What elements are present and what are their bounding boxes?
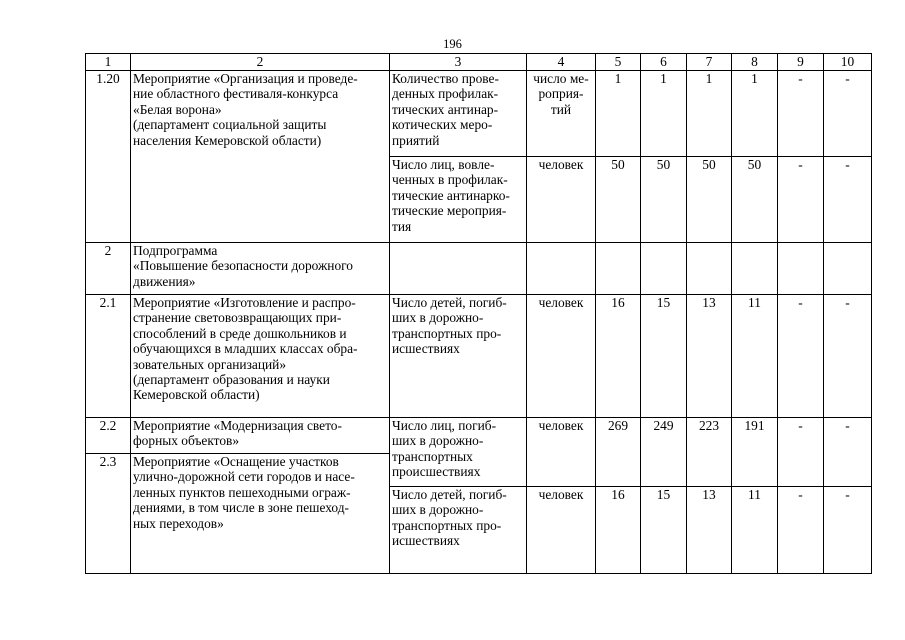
value-9: - (778, 487, 824, 574)
value-8: 50 (732, 157, 778, 243)
unit: человек (527, 157, 596, 243)
value-8: 11 (732, 295, 778, 418)
value-7: 223 (687, 418, 732, 487)
value-10: - (824, 157, 872, 243)
value-7: 1 (687, 71, 732, 157)
indicator-table (85, 53, 872, 574)
event-name: Мероприятие «Модернизация свето- форных объектов» (131, 418, 390, 454)
value-9: - (778, 71, 824, 157)
row-number: 2.3 (86, 454, 131, 574)
header-row (86, 54, 872, 71)
indicator-name: Число лиц, погиб- ших в дорожно- транспортных происшествиях (390, 418, 527, 487)
row-number: 2.1 (86, 295, 131, 418)
value-8: 191 (732, 418, 778, 487)
value-6: 15 (641, 487, 687, 574)
indicator-name: Количество прове- денных профилак- тических антинар- котических меро- приятий (390, 71, 527, 157)
value-5: 50 (596, 157, 641, 243)
col-header-4: 4 (527, 54, 596, 71)
value-7: 50 (687, 157, 732, 243)
col-header-7: 7 (687, 54, 732, 71)
col-header-6: 6 (641, 54, 687, 71)
col-header-5: 5 (596, 54, 641, 71)
value-10: - (824, 71, 872, 157)
value-6: 1 (641, 71, 687, 157)
indicator-name: Число детей, погиб- ших в дорожно- транспортных про- исшествиях (390, 487, 527, 574)
row-number: 2.2 (86, 418, 131, 454)
table-row (86, 295, 872, 418)
col-header-9: 9 (778, 54, 824, 71)
value-10: - (824, 418, 872, 487)
table-row (86, 243, 872, 295)
value-8: 11 (732, 487, 778, 574)
value-9: - (778, 418, 824, 487)
value-7: 13 (687, 295, 732, 418)
col-header-2: 2 (131, 54, 390, 71)
col-header-1: 1 (86, 54, 131, 71)
event-name: Мероприятие «Оснащение участков улично-дорожной сети городов и насе- ленных пунктов пешеходными ограж- дениями, в том числе в зоне пешеход- ных переходов» (131, 454, 390, 574)
page-number: 196 (443, 37, 462, 51)
value-5: 16 (596, 295, 641, 418)
indicator-name: Число лиц, вовле- ченных в профилак- тические антинарко- тические мероприя- тия (390, 157, 527, 243)
col-header-10: 10 (824, 54, 872, 71)
value-5: 1 (596, 71, 641, 157)
value-6: 50 (641, 157, 687, 243)
value-5: 16 (596, 487, 641, 574)
value-10: - (824, 487, 872, 574)
unit: человек (527, 418, 596, 487)
value-10: - (824, 295, 872, 418)
value-5: 269 (596, 418, 641, 487)
value-9: - (778, 295, 824, 418)
table-row (86, 71, 872, 157)
subprogram-name: Подпрограмма «Повышение безопасности дорожного движения» (131, 243, 390, 295)
col-header-8: 8 (732, 54, 778, 71)
col-header-3: 3 (390, 54, 527, 71)
value-6: 249 (641, 418, 687, 487)
value-9: - (778, 157, 824, 243)
value-7: 13 (687, 487, 732, 574)
indicator-name: Число детей, погиб- ших в дорожно- транспортных про- исшествиях (390, 295, 527, 418)
event-name: Мероприятие «Изготовление и распро- странение световозвращающих при- способлений в среде дошкольников и обучающихся в младших классах обра- зовательных организаций» (департамент образования и науки Кемеровской области) (131, 295, 390, 418)
unit: число ме- роприя- тий (527, 71, 596, 157)
row-number: 1.20 (86, 71, 131, 243)
unit: человек (527, 295, 596, 418)
event-name: Мероприятие «Организация и проведе- ние областного фестиваля-конкурса «Белая ворона» (департамент социальной защиты населения Кемеровской области) (131, 71, 390, 243)
row-number: 2 (86, 243, 131, 295)
table-row (86, 418, 872, 454)
value-8: 1 (732, 71, 778, 157)
value-6: 15 (641, 295, 687, 418)
unit: человек (527, 487, 596, 574)
